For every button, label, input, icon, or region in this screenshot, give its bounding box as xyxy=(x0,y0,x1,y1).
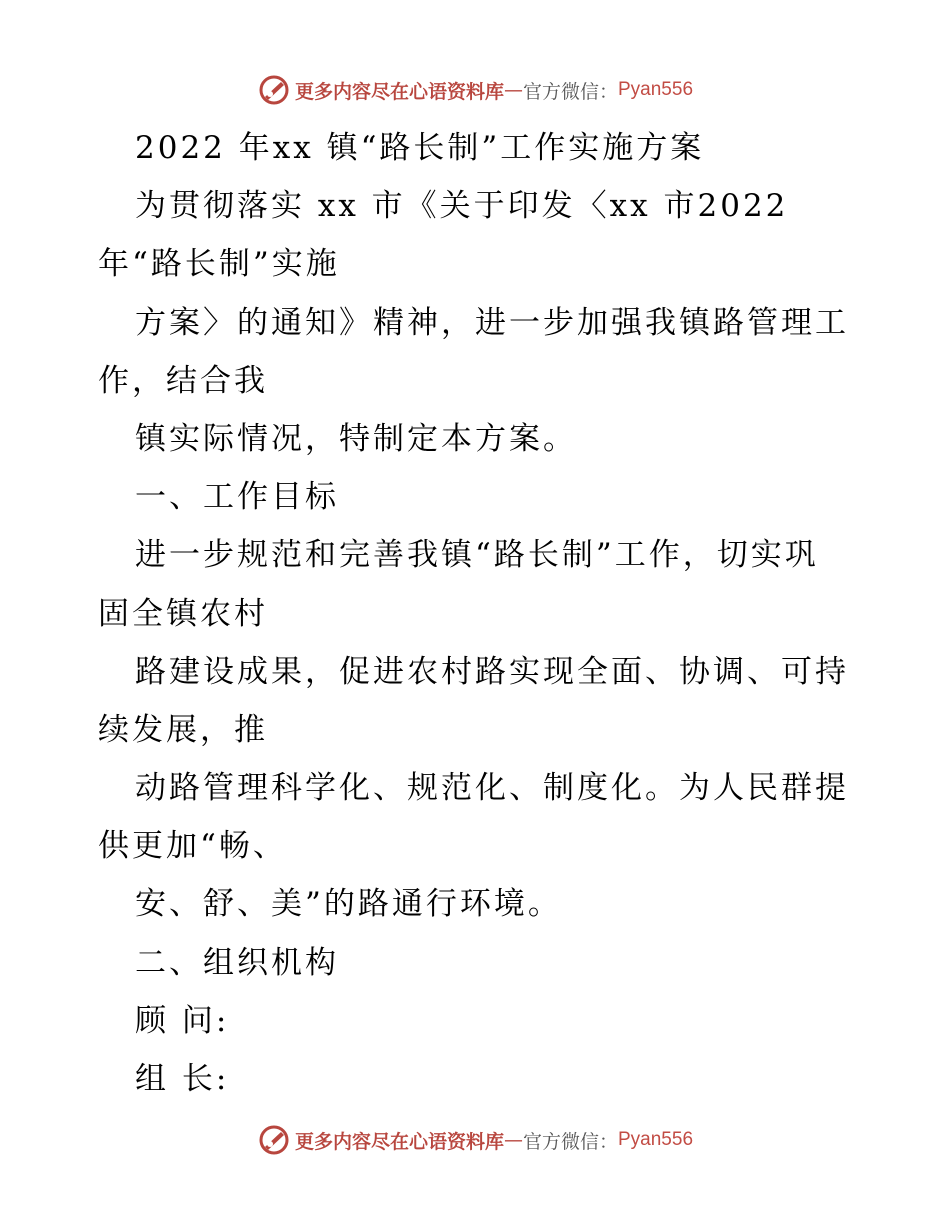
text-line: 组 长: xyxy=(135,1061,230,1097)
text-line: 镇实际情况，特制定本方案。 xyxy=(135,420,577,457)
watermark-id: Pyan556 xyxy=(618,79,694,100)
text-line: 年“路长制”实施 xyxy=(98,246,340,283)
watermark-banner-bottom xyxy=(0,1120,950,1160)
watermark-main-text: 更多内容尽在心语资料库 xyxy=(294,1130,504,1153)
text-line: 动路管理科学化、规范化、制度化。为人民群提 xyxy=(135,770,849,807)
watermark-id: Pyan556 xyxy=(618,1129,694,1150)
text-line: 固全镇农村 xyxy=(98,595,268,632)
document-body xyxy=(98,119,858,1108)
watermark-label: 官方微信： xyxy=(522,80,618,103)
document-title: 2022 年xx 镇“路长制”工作实施方案 xyxy=(135,130,705,166)
watermark-main-text: 更多内容尽在心语资料库 xyxy=(294,80,504,103)
text-line: 进一步规范和完善我镇“路长制”工作，切实巩 xyxy=(135,537,819,574)
logo-icon xyxy=(257,73,291,107)
text-line: 顾 问: xyxy=(135,1002,230,1039)
text-line: 作，结合我 xyxy=(98,362,268,399)
text-line: 方案〉的通知》精神，进一步加强我镇路管理工 xyxy=(135,304,849,341)
text-line: 安、舒、美”的路通行环境。 xyxy=(135,886,562,923)
section-heading: 二、组织机构 xyxy=(135,944,339,981)
watermark-separator: — xyxy=(503,79,523,101)
text-line: 供更加“畅、 xyxy=(98,828,287,865)
watermark-label: 官方微信： xyxy=(522,1130,618,1153)
text-line: 路建设成果，促进农村路实现全面、协调、可持 xyxy=(135,653,849,690)
watermark-separator: — xyxy=(503,1129,523,1151)
text-line: 续发展，推 xyxy=(98,711,268,748)
text-line: 为贯彻落实 xx 市《关于印发〈xx 市2022 xyxy=(135,188,789,225)
logo-icon xyxy=(257,1123,291,1157)
watermark-banner-top xyxy=(0,70,950,110)
section-heading: 一、工作目标 xyxy=(135,479,339,516)
